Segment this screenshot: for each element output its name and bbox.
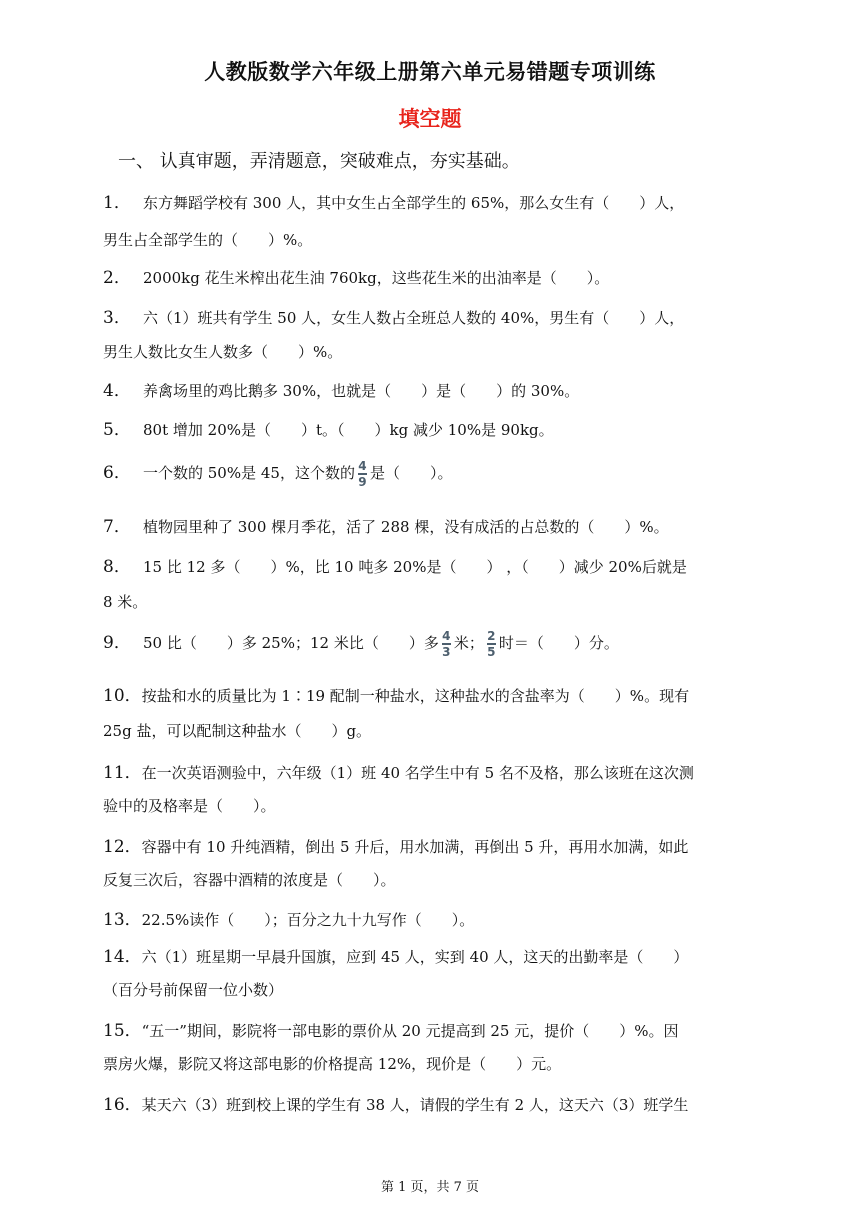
question-6 <box>103 458 452 488</box>
question-number: 13． <box>103 910 142 930</box>
question-8 <box>103 552 687 577</box>
question-number: 5． <box>103 420 131 440</box>
question-10 <box>103 681 689 706</box>
question-8-continued: 8 米。 <box>103 593 148 611</box>
question-number: 4． <box>103 381 131 401</box>
fraction-denominator: 5 <box>487 644 496 659</box>
question-number: 6． <box>103 463 131 483</box>
fraction-denominator: 9 <box>358 474 367 489</box>
section-heading: 一、 认真审题，弄清题意，突破难点，夯实基础。 <box>118 151 520 172</box>
question-number: 9． <box>103 633 131 653</box>
question-15-continued: 票房火爆，影院又将这部电影的价格提高 12%，现价是（ ）元。 <box>103 1055 562 1073</box>
question-text-mid: 米； <box>453 634 484 652</box>
page-title: 人教版数学六年级上册第六单元易错题专项训练 <box>204 59 656 84</box>
question-text: 六（1）班共有学生 50 人，女生人数占全班总人数的 40%，男生有（ ）人， <box>143 309 685 327</box>
question-15 <box>103 1016 678 1041</box>
section-type-title: 填空题 <box>398 106 462 131</box>
question-12-continued: 反复三次后，容器中酒精的浓度是（ ）。 <box>103 871 396 889</box>
question-number: 10． <box>103 686 142 706</box>
question-14 <box>103 942 688 967</box>
question-number: 15． <box>103 1021 142 1041</box>
question-text: 50 比（ ）多 25%；12 米比（ ）多 <box>143 634 439 652</box>
page-footer: 第 1 页，共 7 页 <box>380 1180 480 1195</box>
fraction-numerator: 4 <box>358 459 367 474</box>
question-number: 12． <box>103 837 142 857</box>
question-11 <box>103 758 694 783</box>
question-1 <box>103 188 684 213</box>
question-number: 1． <box>103 193 131 213</box>
question-7 <box>103 512 669 537</box>
question-number: 7． <box>103 517 131 537</box>
question-text: 植物园里种了 300 棵月季花，活了 288 棵，没有成活的占总数的（ ）%。 <box>143 518 669 536</box>
question-text: 22.5%读作（ ）；百分之九十九写作（ ）。 <box>141 911 475 929</box>
question-text: 15 比 12 多（ ）%，比 10 吨多 20%是（ ） ，（ ）减少 20%后就是 <box>143 558 687 576</box>
question-16 <box>103 1090 688 1115</box>
question-text: 养禽场里的鸡比鹅多 30%，也就是（ ）是（ ）的 30%。 <box>143 382 580 400</box>
question-text: 80t 增加 20%是（ ）t。（ ）kg 减少 10%是 90kg。 <box>143 421 554 439</box>
question-text: 容器中有 10 升纯酒精，倒出 5 升后，用水加满，再倒出 5 升，再用水加满，如此 <box>141 838 689 856</box>
question-5 <box>103 415 554 440</box>
question-2 <box>103 263 609 288</box>
fraction-denominator: 3 <box>442 644 451 659</box>
fraction-numerator: 4 <box>442 629 451 644</box>
question-number: 11． <box>103 763 142 783</box>
question-text: 东方舞蹈学校有 300 人，其中女生占全部学生的 65%，那么女生有（ ）人， <box>143 194 685 212</box>
fraction-numerator: 2 <box>487 629 496 644</box>
question-number: 8． <box>103 557 131 577</box>
question-3 <box>103 303 684 328</box>
question-text-tail: 是（ ）。 <box>369 464 453 482</box>
question-3-continued: 男生人数比女生人数多（ ）%。 <box>103 343 343 361</box>
question-10-continued: 25g 盐，可以配制这种盐水（ ）g。 <box>103 722 372 740</box>
question-9 <box>103 628 619 658</box>
question-text-tail: 时＝（ ）分。 <box>498 634 619 652</box>
question-text: “五一”期间，影院将一部电影的票价从 20 元提高到 25 元，提价（ ）%。因 <box>141 1022 679 1040</box>
question-text: 在一次英语测验中，六年级（1）班 40 名学生中有 5 名不及格，那么该班在这次测 <box>141 764 694 782</box>
question-1-continued: 男生占全部学生的（ ）%。 <box>103 231 313 249</box>
question-14-continued: （百分号前保留一位小数） <box>103 981 284 999</box>
question-number: 3． <box>103 308 131 328</box>
fraction-four-thirds <box>442 630 451 658</box>
question-text: 某天六（3）班到校上课的学生有 38 人，请假的学生有 2 人，这天六（3）班学生 <box>141 1096 689 1114</box>
question-text: 2000kg 花生米榨出花生油 760kg，这些花生米的出油率是（ ）。 <box>143 269 610 287</box>
question-text: 一个数的 50%是 45，这个数的 <box>143 464 355 482</box>
fraction-four-ninths <box>358 460 367 488</box>
question-11-continued: 验中的及格率是（ ）。 <box>103 797 276 815</box>
fraction-two-fifths <box>487 630 496 658</box>
question-text: 按盐和水的质量比为 1∶19 配制一种盐水，这种盐水的含盐率为（ ）%。现有 <box>141 687 690 705</box>
question-12 <box>103 832 688 857</box>
question-13 <box>103 905 474 930</box>
question-number: 16． <box>103 1095 142 1115</box>
question-4 <box>103 376 579 401</box>
question-number: 14． <box>103 947 142 967</box>
question-text: 六（1）班星期一早晨升国旗，应到 45 人，实到 40 人，这天的出勤率是（ ） <box>141 948 689 966</box>
question-number: 2． <box>103 268 131 288</box>
